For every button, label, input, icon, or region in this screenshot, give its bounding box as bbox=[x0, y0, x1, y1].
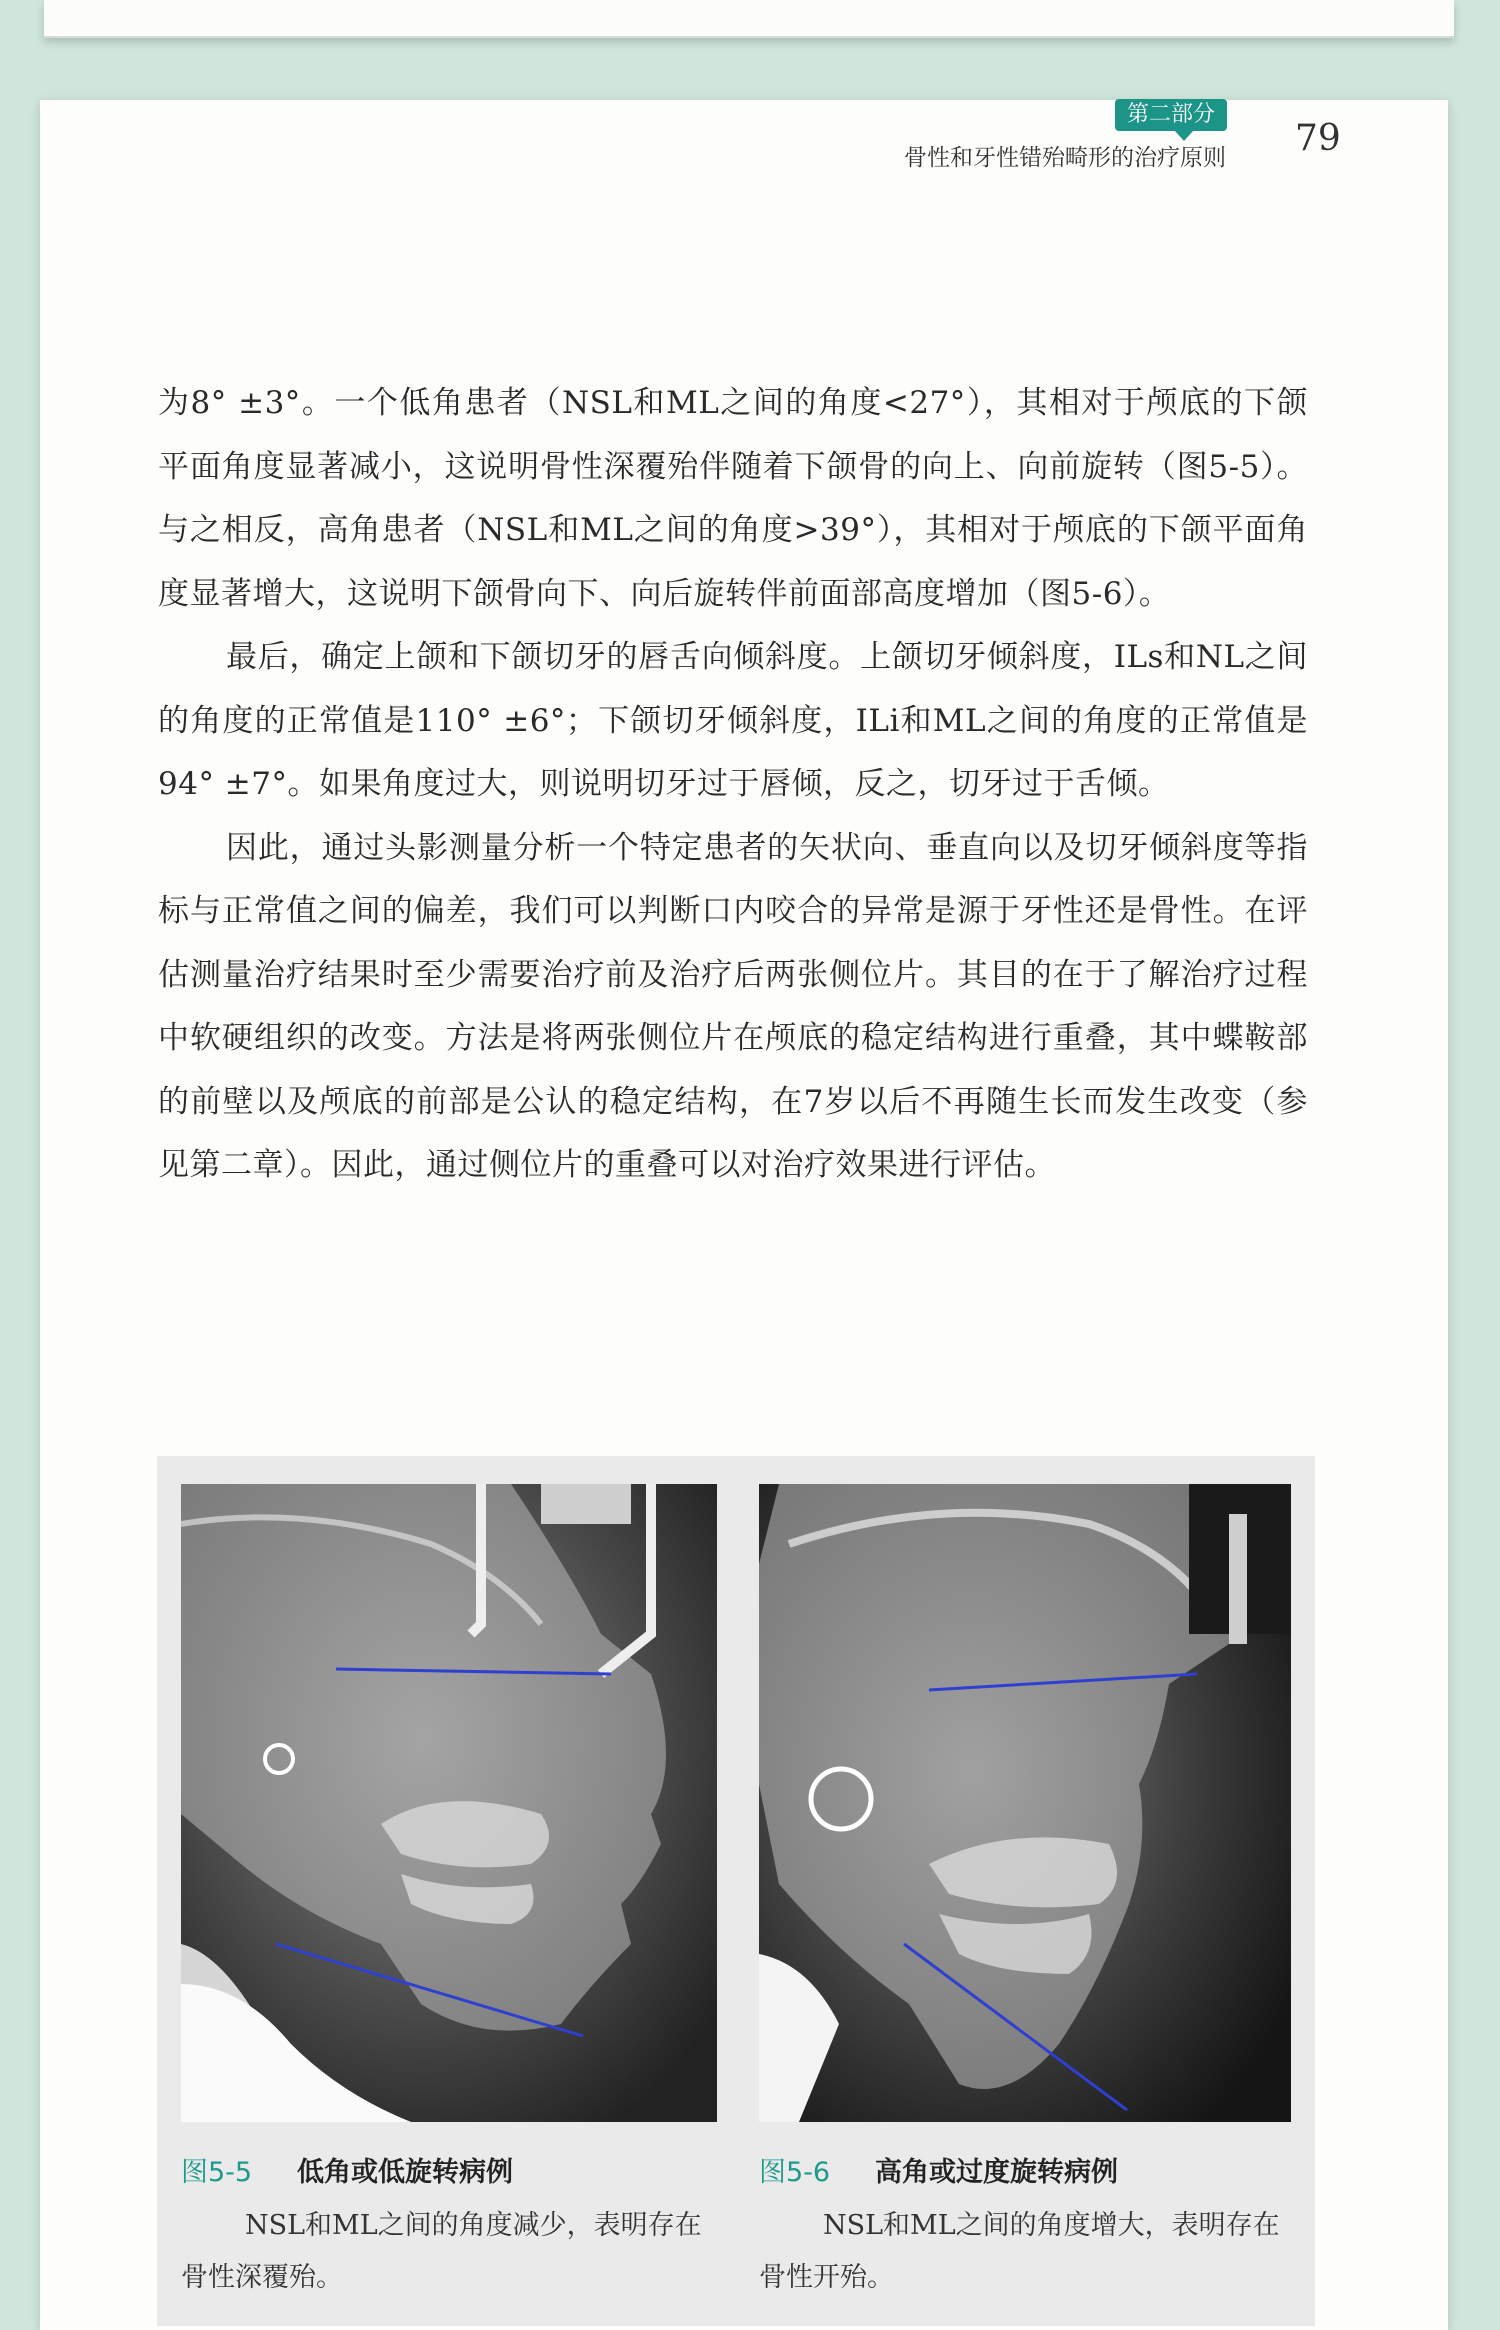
figure-title: 低角或低旋转病例 bbox=[297, 2157, 513, 2188]
part-tab: 第二部分 bbox=[1115, 99, 1227, 131]
cephalogram-illustration bbox=[181, 1484, 717, 2122]
page-number: 79 bbox=[1295, 118, 1341, 159]
xray-high-angle-image bbox=[759, 1484, 1291, 2122]
figure-number: 图5-6 bbox=[759, 2157, 831, 2188]
xray-low-angle-image bbox=[181, 1484, 717, 2122]
body-text bbox=[158, 372, 1308, 1198]
figure-number: 图5-5 bbox=[181, 2157, 253, 2188]
cephalogram-illustration bbox=[759, 1484, 1291, 2122]
previous-page-edge bbox=[44, 0, 1454, 38]
figure-title: 高角或过度旋转病例 bbox=[875, 2157, 1118, 2188]
figure-description: NSL和ML之间的角度增大，表明存在骨性开殆。 bbox=[759, 2210, 1280, 2293]
paragraph: 为8° ±3°。一个低角患者（NSL和ML之间的角度<27°），其相对于颅底的下颌平面角度显著减小，这说明骨性深覆殆伴随着下颌骨的向上、向前旋转（图5-5）。与之相反，高角患者（NSL和ML之间的角度>39°），其相对于颅底的下颌平面角度显著增大，这说明下颌骨向下、向后旋转伴前面部高度增加（图5-6）。 bbox=[158, 385, 1308, 612]
figure-panel bbox=[157, 1456, 1315, 2326]
figure-description: NSL和ML之间的角度减少，表明存在骨性深覆殆。 bbox=[181, 2210, 702, 2293]
paragraph: 因此，通过头影测量分析一个特定患者的矢状向、垂直向以及切牙倾斜度等指标与正常值之间的偏差，我们可以判断口内咬合的异常是源于牙性还是骨性。在评估测量治疗结果时至少需要治疗前及治疗后两张侧位片。其目的在于了解治疗过程中软硬组织的改变。方法是将两张侧位片在颅底的稳定结构进行重叠，其中蝶鞍部的前壁以及颅底的前部是公认的稳定结构，在7岁以后不再随生长而发生改变（参见第二章）。因此，通过侧位片的重叠可以对治疗效果进行评估。 bbox=[158, 829, 1308, 1183]
running-head: 骨性和牙性错殆畸形的治疗原则 bbox=[904, 145, 1226, 171]
paragraph: 最后，确定上颌和下颌切牙的唇舌向倾斜度。上颌切牙倾斜度，ILs和NL之间的角度的正常值是110° ±6°；下颌切牙倾斜度，ILi和ML之间的角度的正常值是94° ±7°。如果角度过大，则说明切牙过于唇倾，反之，切牙过于舌倾。 bbox=[158, 639, 1308, 802]
